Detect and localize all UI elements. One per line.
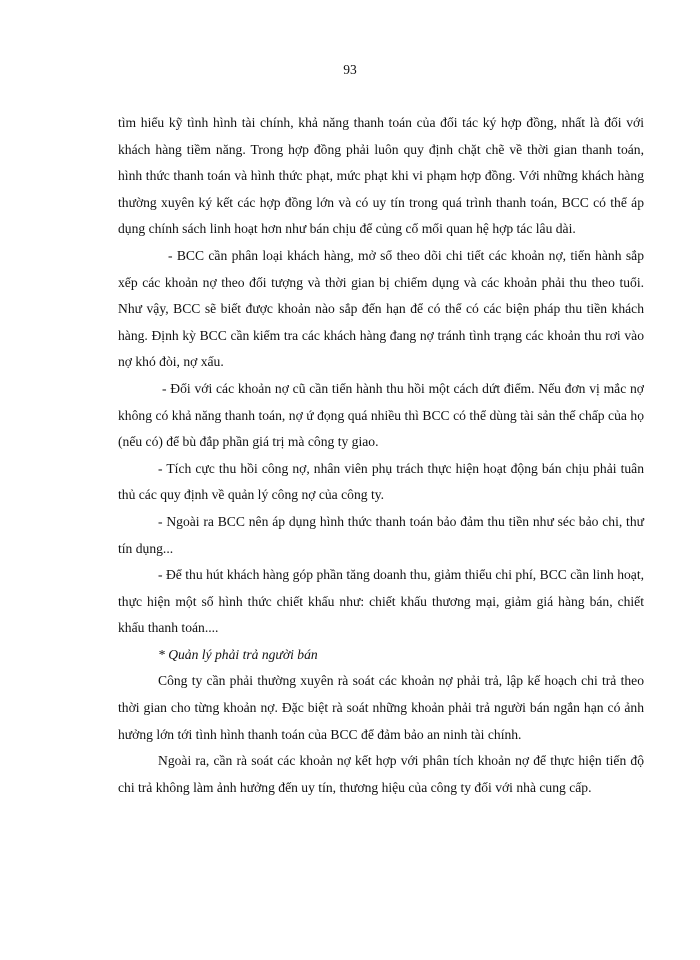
paragraph-payment-methods: - Ngoài ra BCC nên áp dụng hình thức thanh toán bảo đảm thu tiền như séc bảo chi, thư tín dụng...	[118, 513, 644, 556]
document-body	[118, 110, 644, 801]
paragraph-old-debts: - Đối với các khoản nợ cũ cần tiến hành thu hồi một cách dứt điểm. Nếu đơn vị mắc nợ không có khả năng thanh toán, nợ ứ đọng quá nhiều thì BCC có thể dùng tài sản thế chấp của họ (nếu có) để bù đắp phần giá trị mà công ty giao.	[118, 380, 644, 450]
section-heading-payables: * Quản lý phải trả người bán	[158, 646, 318, 662]
paragraph-discounts: - Để thu hút khách hàng góp phần tăng doanh thu, giảm thiểu chi phí, BCC cần linh hoạt, thực hiện một số hình thức chiết khấu như: chiết khấu thương mại, giảm giá hàng bán, chiết khấu thanh toán....	[118, 567, 644, 636]
page-number: 93	[343, 62, 357, 77]
paragraph-supplier-reputation: Ngoài ra, cần rà soát các khoản nợ kết hợp với phân tích khoản nợ để thực hiện tiến độ chi trả không làm ảnh hưởng đến uy tín, thương hiệu của công ty đối với nhà cung cấp.	[118, 753, 644, 795]
paragraph-credit-policy: tìm hiểu kỹ tình hình tài chính, khả năng thanh toán của đối tác ký hợp đồng, nhất là đối với khách hàng tiềm năng. Trong hợp đồng phải luôn quy định chặt chẽ về thời gian thanh toán, hình thức thanh toán và hình thức phạt, mức phạt khi vi phạm hợp đồng. Với những khách hàng thường xuyên ký kết các hợp đồng lớn và có uy tín trong quá trình thanh toán, BCC có thể áp dụng chính sách linh hoạt hơn như bán chịu để củng cố mối quan hệ hợp tác lâu dài.	[118, 115, 644, 237]
paragraph-classify-customers: - BCC cần phân loại khách hàng, mở sổ theo dõi chi tiết các khoản nợ, tiến hành sắp xếp các khoản nợ theo đối tượng và thời gian bị chiếm dụng và các khoản phải thu theo tuổi. Như vậy, BCC sẽ biết được khoản nào sắp đến hạn để có thể có các biện pháp thu tiền khách hàng. Định kỳ BCC cần kiểm tra các khách hàng đang nợ tránh tình trạng các khoản thu rơi vào nợ khó đòi, nợ xấu.	[118, 247, 644, 370]
paragraph-review-payables: Công ty cần phải thường xuyên rà soát các khoản nợ phải trả, lập kế hoạch chi trả theo thời gian cho từng khoản nợ. Đặc biệt rà soát những khoản phải trả người bán ngắn hạn có ảnh hưởng lớn tới tình hình thanh toán của BCC để đảm bảo an ninh tài chính.	[118, 673, 644, 742]
paragraph-active-collection: - Tích cực thu hồi công nợ, nhân viên phụ trách thực hiện hoạt động bán chịu phải tuân thủ các quy định về quản lý công nợ của công ty.	[118, 460, 644, 503]
